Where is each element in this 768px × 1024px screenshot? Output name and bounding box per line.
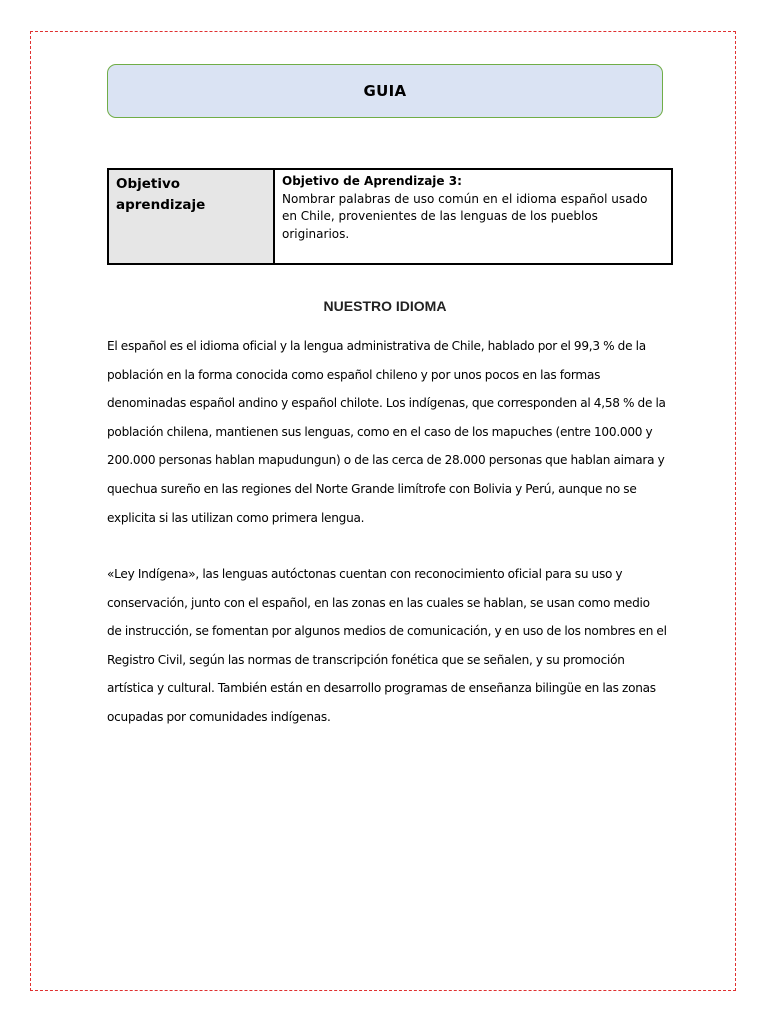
objective-text: Nombrar palabras de uso común en el idioma español usado en Chile, provenientes de las lenguas de los pueblos originarios. <box>282 191 648 241</box>
document-title: GUIA <box>363 82 407 100</box>
paragraph-2: «Ley Indígena», las lenguas autóctonas cuentan con reconocimiento oficial para su uso y conservación, junto con el español, en las zonas en las cuales se hablan, se usan como medio de instrucción, se fomentan por algunos medios de comunicación, y en uso de los nombres en el Registro Civil, según las normas de transcripción fonética que se señalen, y su promoción artística y cultural. También están en desarrollo programas de enseñanza bilingüe en las zonas ocupadas por comunidades indígenas. <box>107 567 667 724</box>
title-box <box>107 64 663 118</box>
objective-table <box>107 168 673 265</box>
objective-row <box>108 169 672 264</box>
section-heading: NUESTRO IDIOMA <box>323 298 447 314</box>
paragraph-1: El español es el idioma oficial y la lengua administrativa de Chile, hablado por el 99,3 % de la población en la forma conocida como español chileno y por unos pocos en las formas denominadas español andino y español chilote. Los indígenas, que corresponden al 4,58 % de la población chilena, mantienen sus lenguas, como en el caso de los mapuches (entre 100.000 y 200.000 personas hablan mapudungun) o de las cerca de 28.000 personas que hablan aimara y quechua sureño en las regiones del Norte Grande limítrofe con Bolivia y Perú, aunque no se explicita si las utilizan como primera lengua. <box>107 339 666 525</box>
objective-content <box>274 169 672 264</box>
objective-label: Objetivo aprendizaje <box>108 169 274 264</box>
objective-heading: Objetivo de Aprendizaje 3: <box>282 174 462 188</box>
